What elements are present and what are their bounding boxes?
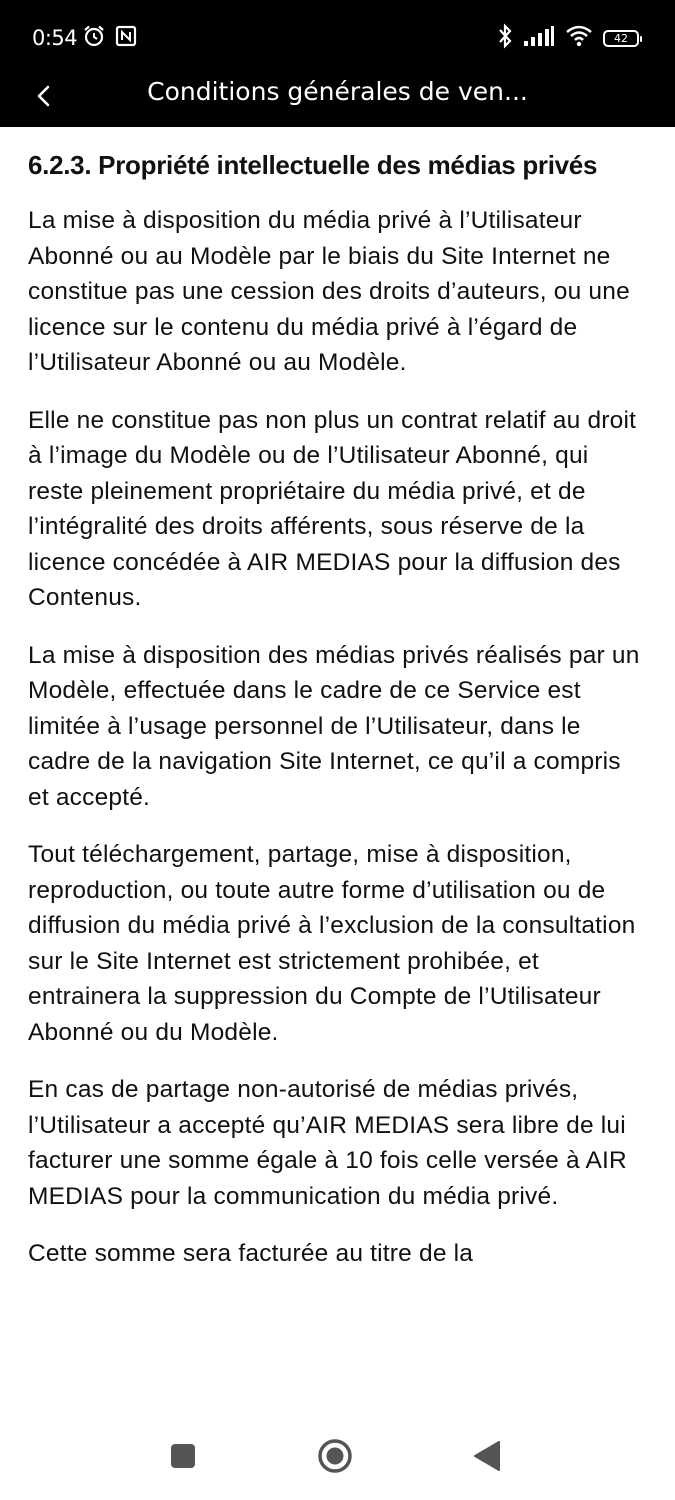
home-button[interactable] [315, 1438, 355, 1478]
paragraph: En cas de partage non-autorisé de médias privés, l’Utilisateur a accepté qu’AIR MEDIAS sera libre de lui facturer une somme égale à 10 fois celle versée à AIR MEDIAS pour la communication du média privé. [28, 1076, 627, 1210]
wifi-icon [565, 25, 593, 51]
alarm-icon [82, 24, 106, 52]
back-triangle-icon [473, 1441, 501, 1475]
status-bar [0, 0, 675, 70]
page-title: Conditions générales de ven... [147, 77, 528, 106]
paragraph: Elle ne constitue pas non plus un contrat relatif au droit à l’image du Modèle ou de l’Utilisateur Abonné, qui reste pleinement propriétaire du média privé, et de l’intégralité des droits afférents, sous réserve de la licence concédée à AIR MEDIAS pour la diffusion des Contenus. [28, 406, 637, 611]
battery-icon [603, 30, 639, 47]
status-time: 0:54 [32, 26, 78, 50]
paragraph: Tout téléchargement, partage, mise à disposition, reproduction, ou toute autre forme d’utilisation ou de diffusion du média privé à l’exclusion de la consultation sur le Site Internet est strictement prohibée, et entrainera la suppression du Compte de l’Utilisateur Abonné ou du Modèle. [28, 841, 636, 1046]
terms-content [28, 127, 648, 1422]
section-heading: 6.2.3. Propriété intellectuelle des médias privés [28, 150, 598, 180]
paragraph: La mise à disposition des médias privés réalisés par un Modèle, effectuée dans le cadre de ce Service est limitée à l’usage personnel de l’Utilisateur, dans le cadre de la navigation Site Internet, ce qu’il a compris et accepté. [28, 641, 640, 811]
nfc-icon [114, 24, 138, 52]
status-right-icons [497, 22, 639, 54]
chevron-left-icon [34, 83, 54, 113]
system-nav-bar [0, 1422, 675, 1500]
bluetooth-icon [497, 23, 513, 53]
battery-level: 42 [614, 31, 628, 45]
app-bar [0, 70, 675, 127]
paragraph: Cette somme sera facturée au titre de la [28, 1240, 474, 1267]
recents-button[interactable] [163, 1438, 203, 1478]
home-circle-icon [317, 1438, 353, 1478]
signal-icon [523, 25, 555, 51]
paragraph: La mise à disposition du média privé à l’Utilisateur Abonné ou au Modèle par le biais du Site Internet ne constitue pas une cession des droits d’auteurs, ou une licence sur le contenu du média privé à l’égard de l’Utilisateur Abonné ou au Modèle. [28, 207, 630, 376]
back-button[interactable] [24, 76, 64, 120]
back-nav-button[interactable] [467, 1438, 507, 1478]
status-left-icons [82, 24, 138, 52]
recents-square-icon [170, 1443, 196, 1473]
